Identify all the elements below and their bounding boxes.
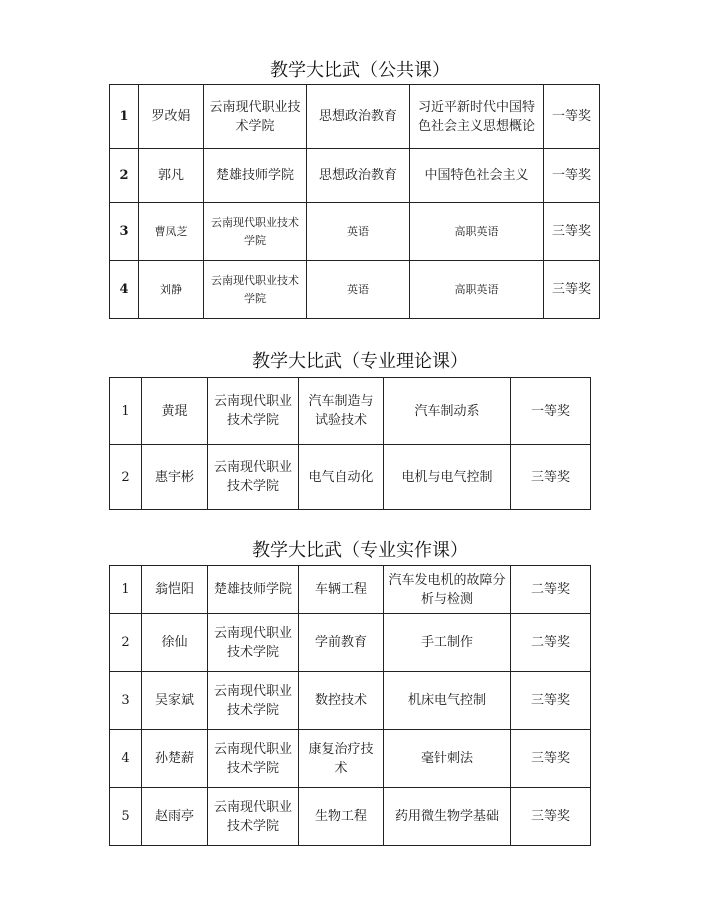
school-name: 楚雄技师学院 [208, 566, 299, 614]
school-name: 云南现代职业技术学院 [208, 614, 299, 672]
lesson-topic: 高职英语 [410, 261, 544, 319]
course-name: 车辆工程 [299, 566, 384, 614]
school-name: 云南现代职业技术学院 [208, 445, 299, 510]
teacher-name: 徐仙 [142, 614, 208, 672]
course-name: 英语 [307, 203, 410, 261]
lesson-topic: 中国特色社会主义 [410, 149, 544, 203]
teacher-name: 黄琨 [142, 378, 208, 445]
row-number: 1 [110, 378, 142, 445]
award-table-theory [109, 377, 591, 510]
teacher-name: 吴家斌 [142, 672, 208, 730]
school-name: 云南现代职业技术学院 [208, 378, 299, 445]
table-row [110, 788, 591, 846]
school-name: 云南现代职业技术学院 [208, 788, 299, 846]
course-name: 电气自动化 [299, 445, 384, 510]
teacher-name: 赵雨亭 [142, 788, 208, 846]
award-level: 三等奖 [544, 203, 600, 261]
teacher-name: 翁恺阳 [142, 566, 208, 614]
school-name: 云南现代职业技术学院 [204, 85, 307, 149]
table-row [110, 445, 591, 510]
row-number: 4 [110, 261, 139, 319]
table-row [110, 672, 591, 730]
course-name: 数控技术 [299, 672, 384, 730]
school-name: 云南现代职业技术学院 [204, 203, 307, 261]
teacher-name: 郭凡 [139, 149, 204, 203]
award-level: 三等奖 [511, 445, 591, 510]
table-row [110, 566, 591, 614]
award-level: 三等奖 [511, 788, 591, 846]
school-name: 云南现代职业技术学院 [208, 672, 299, 730]
award-level: 一等奖 [511, 378, 591, 445]
lesson-topic: 高职英语 [410, 203, 544, 261]
teacher-name: 曹凤芝 [139, 203, 204, 261]
table-row [110, 614, 591, 672]
row-number: 3 [110, 203, 139, 261]
course-name: 思想政治教育 [307, 149, 410, 203]
teacher-name: 孙楚薪 [142, 730, 208, 788]
section-title-theory: 教学大比武（专业理论课） [252, 351, 468, 372]
course-name: 英语 [307, 261, 410, 319]
lesson-topic: 电机与电气控制 [384, 445, 511, 510]
course-name: 思想政治教育 [307, 85, 410, 149]
course-name: 康复治疗技术 [299, 730, 384, 788]
award-level: 二等奖 [511, 614, 591, 672]
row-number: 2 [110, 614, 142, 672]
table-row [110, 203, 600, 261]
row-number: 2 [110, 149, 139, 203]
teacher-name: 罗改娟 [139, 85, 204, 149]
lesson-topic: 手工制作 [384, 614, 511, 672]
award-level: 三等奖 [511, 672, 591, 730]
table-row [110, 149, 600, 203]
lesson-topic: 药用微生物学基础 [384, 788, 511, 846]
course-name: 汽车制造与试验技术 [299, 378, 384, 445]
row-number: 1 [110, 566, 142, 614]
teacher-name: 刘静 [139, 261, 204, 319]
row-number: 3 [110, 672, 142, 730]
row-number: 5 [110, 788, 142, 846]
award-table-practical [109, 565, 591, 846]
school-name: 楚雄技师学院 [204, 149, 307, 203]
section-title-practical: 教学大比武（专业实作课） [252, 540, 468, 561]
award-level: 二等奖 [511, 566, 591, 614]
lesson-topic: 机床电气控制 [384, 672, 511, 730]
lesson-topic: 汽车制动系 [384, 378, 511, 445]
course-name: 学前教育 [299, 614, 384, 672]
table-row [110, 378, 591, 445]
lesson-topic: 汽车发电机的故障分析与检测 [384, 566, 511, 614]
table-row [110, 730, 591, 788]
table-row [110, 85, 600, 149]
lesson-topic: 习近平新时代中国特色社会主义思想概论 [410, 85, 544, 149]
school-name: 云南现代职业技术学院 [208, 730, 299, 788]
award-table-public [109, 84, 600, 319]
table-row [110, 261, 600, 319]
award-level: 三等奖 [544, 261, 600, 319]
teacher-name: 惠宇彬 [142, 445, 208, 510]
row-number: 2 [110, 445, 142, 510]
school-name: 云南现代职业技术学院 [204, 261, 307, 319]
course-name: 生物工程 [299, 788, 384, 846]
award-level: 一等奖 [544, 149, 600, 203]
section-title-public: 教学大比武（公共课） [270, 60, 450, 81]
award-level: 一等奖 [544, 85, 600, 149]
row-number: 1 [110, 85, 139, 149]
row-number: 4 [110, 730, 142, 788]
lesson-topic: 毫针刺法 [384, 730, 511, 788]
award-level: 三等奖 [511, 730, 591, 788]
